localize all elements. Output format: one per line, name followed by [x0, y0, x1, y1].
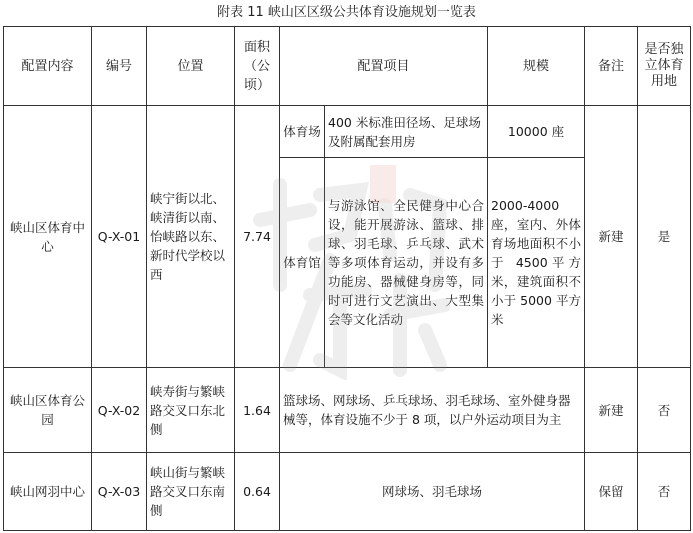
row-independent: 是: [638, 106, 691, 368]
sub-item-scale: 10000 座: [488, 106, 585, 158]
row-code: Q-X-01: [92, 106, 147, 368]
row-area: 0.64: [235, 453, 280, 531]
sub-item-name: 体育馆: [280, 158, 325, 368]
header-items: 配置项目: [280, 27, 488, 106]
sub-item-detail: 400 米标准田径场、足球场及附属配套用房: [325, 106, 488, 158]
table-row: [4, 106, 691, 158]
row-independent: 否: [638, 453, 691, 531]
row-code: Q-X-03: [92, 453, 147, 531]
table-row: [4, 453, 691, 531]
row-area: 1.64: [235, 368, 280, 453]
header-area: 面积（公顷）: [235, 27, 280, 106]
row-area: 7.74: [235, 106, 280, 368]
header-content: 配置内容: [4, 27, 92, 106]
table-row: [4, 368, 691, 453]
row-remark: 新建: [585, 106, 638, 368]
sub-item-name: 体育场: [280, 106, 325, 158]
header-scale: 规模: [488, 27, 585, 106]
row-remark: 保留: [585, 453, 638, 531]
row-items: 篮球场、网球场、乒乓球场、羽毛球场、室外健身器械等，体育设施不少于 8 项，以户外运动项目为主: [280, 368, 585, 453]
header-remark: 备注: [585, 27, 638, 106]
row-items: 网球场、羽毛球场: [280, 453, 585, 531]
sub-item-scale: 2000-4000 座，室内、外体育场地面积不小于 4500平方米，建筑面积不小于 5000 平方米: [488, 158, 585, 368]
facility-plan-table: [3, 26, 691, 531]
row-independent: 否: [638, 368, 691, 453]
row-location: 峡山街与繁峡路交叉口东南侧: [147, 453, 235, 531]
row-location: 峡寿街与繁峡路交叉口东北侧: [147, 368, 235, 453]
row-location: 峡宁街以北、峡清街以南、怡峡路以东、新时代学校以西: [147, 106, 235, 368]
header-location: 位置: [147, 27, 235, 106]
row-content: 峡山网羽中心: [4, 453, 92, 531]
sub-item-detail: 与游泳馆、全民健身中心合设，能开展游泳、篮球、排球、羽毛球、乒乓球、武术等多项体育运动，并设有多功能房、器械健身房等，同时可进行文艺演出、大型集会等文化活动: [325, 158, 488, 368]
row-content: 峡山区体育中心: [4, 106, 92, 368]
row-code: Q-X-02: [92, 368, 147, 453]
row-content: 峡山区体育公园: [4, 368, 92, 453]
header-row: [4, 27, 691, 106]
table-caption: 附表 11 峡山区区级公共体育设施规划一览表: [217, 5, 476, 20]
header-independent: 是否独立体育用地: [638, 27, 691, 106]
row-remark: 新建: [585, 368, 638, 453]
header-code: 编号: [92, 27, 147, 106]
